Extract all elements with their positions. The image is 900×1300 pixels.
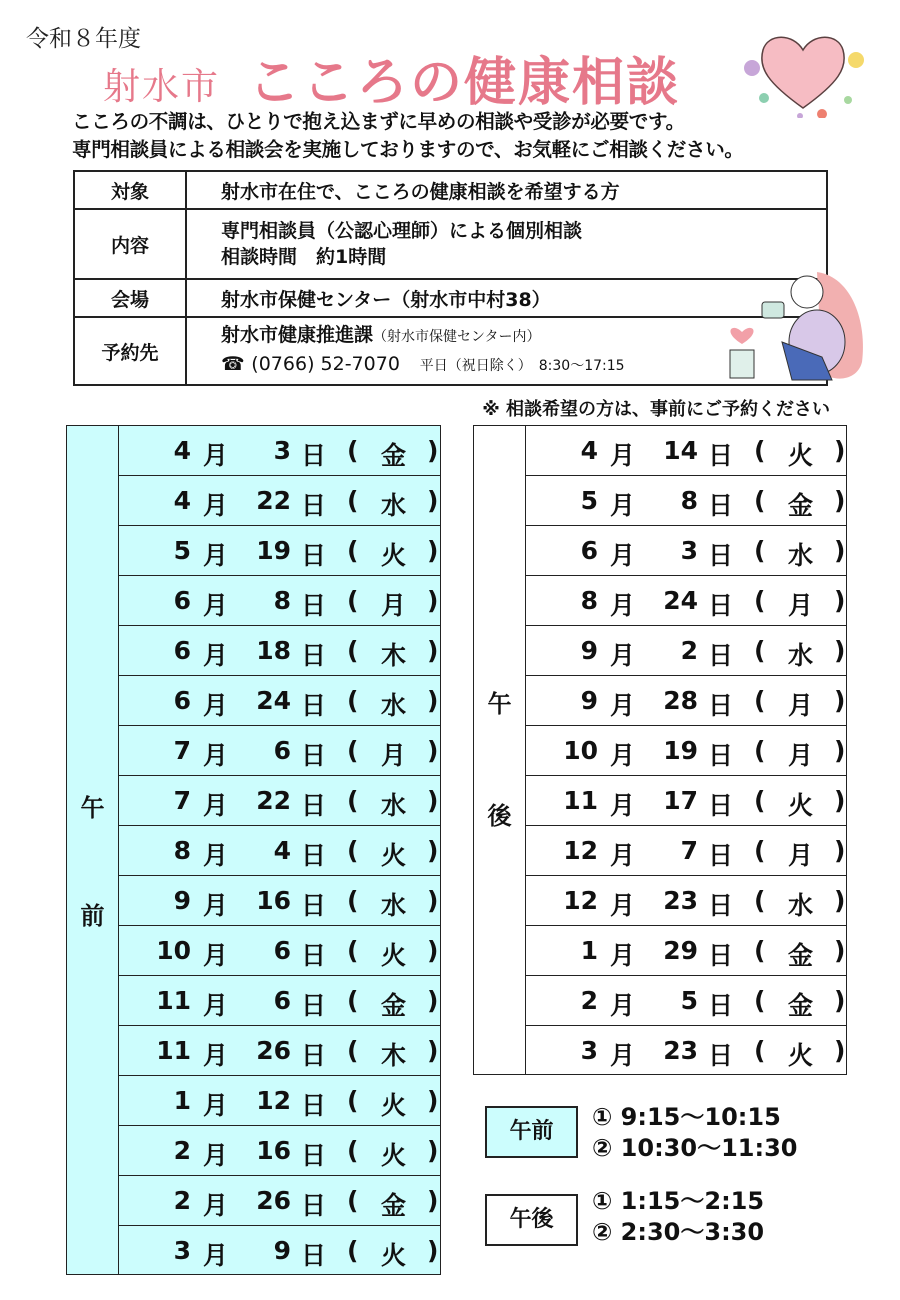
weekday: 金 xyxy=(381,441,407,470)
am-period-label: 午 前 xyxy=(67,426,119,1274)
day-unit: 日 xyxy=(301,991,327,1020)
month: 9 xyxy=(580,686,598,715)
day: 8 xyxy=(273,586,291,615)
schedule-row xyxy=(526,576,846,626)
weekday: 月 xyxy=(381,741,407,770)
close-paren: ) xyxy=(427,1136,439,1165)
schedule-row xyxy=(526,826,846,876)
close-paren: ) xyxy=(834,886,846,915)
open-paren: ( xyxy=(347,436,359,465)
city-name: 射水市 xyxy=(103,65,220,108)
schedule-row xyxy=(526,626,846,676)
schedule-row xyxy=(526,1026,846,1076)
open-paren: ( xyxy=(754,436,766,465)
close-paren: ) xyxy=(427,636,439,665)
day: 18 xyxy=(256,636,291,665)
month-unit: 月 xyxy=(203,991,229,1020)
month-unit: 月 xyxy=(203,1141,229,1170)
schedule-row xyxy=(119,1126,440,1176)
month-unit: 月 xyxy=(203,591,229,620)
close-paren: ) xyxy=(427,686,439,715)
day-unit: 日 xyxy=(708,991,734,1020)
day-unit: 日 xyxy=(301,541,327,570)
month-unit: 月 xyxy=(610,991,636,1020)
close-paren: ) xyxy=(427,1086,439,1115)
day-unit: 日 xyxy=(708,691,734,720)
day-unit: 日 xyxy=(708,491,734,520)
month: 12 xyxy=(563,886,598,915)
close-paren: ) xyxy=(427,486,439,515)
intro-text: こころの不調は、ひとりで抱え込まずに早めの相談や受診が必要です。 専門相談員による相談会を実施しておりますので、お気軽にご相談ください。 xyxy=(72,110,744,161)
month: 12 xyxy=(563,836,598,865)
schedule-row xyxy=(119,776,440,826)
weekday: 月 xyxy=(788,591,814,620)
weekday: 水 xyxy=(381,891,407,920)
month-unit: 月 xyxy=(610,791,636,820)
weekday: 火 xyxy=(381,941,407,970)
day-unit: 日 xyxy=(301,491,327,520)
close-paren: ) xyxy=(834,636,846,665)
heart-flowers-icon xyxy=(738,28,868,118)
day-unit: 日 xyxy=(301,441,327,470)
day: 4 xyxy=(273,836,291,865)
day: 12 xyxy=(256,1086,291,1115)
day: 28 xyxy=(663,686,698,715)
month-unit: 月 xyxy=(203,491,229,520)
legend-am-times: ① 9:15～10:15 ② 10:30～11:30 xyxy=(592,1103,798,1162)
schedule-row xyxy=(526,776,846,826)
weekday: 水 xyxy=(788,641,814,670)
close-paren: ) xyxy=(427,736,439,765)
day-unit: 日 xyxy=(708,741,734,770)
info-row-venue: 会場 射水市保健センター（射水市中村38） xyxy=(74,279,827,317)
month: 2 xyxy=(580,986,598,1015)
month-unit: 月 xyxy=(203,791,229,820)
month-unit: 月 xyxy=(610,1041,636,1070)
open-paren: ( xyxy=(347,486,359,515)
month: 8 xyxy=(580,586,598,615)
day-unit: 日 xyxy=(708,1041,734,1070)
month: 4 xyxy=(173,436,191,465)
month-unit: 月 xyxy=(610,891,636,920)
schedule-row xyxy=(119,876,440,926)
schedule-row xyxy=(526,926,846,976)
day: 17 xyxy=(663,786,698,815)
weekday: 火 xyxy=(788,791,814,820)
month-unit: 月 xyxy=(610,591,636,620)
day: 16 xyxy=(256,1136,291,1165)
day-unit: 日 xyxy=(301,841,327,870)
weekday: 金 xyxy=(788,991,814,1020)
month: 9 xyxy=(173,886,191,915)
day-unit: 日 xyxy=(301,791,327,820)
open-paren: ( xyxy=(347,886,359,915)
month: 5 xyxy=(580,486,598,515)
month: 10 xyxy=(563,736,598,765)
day-unit: 日 xyxy=(301,691,327,720)
month-unit: 月 xyxy=(610,491,636,520)
schedule-row xyxy=(119,926,440,976)
month: 6 xyxy=(173,686,191,715)
close-paren: ) xyxy=(834,1036,846,1065)
day: 26 xyxy=(256,1036,291,1065)
month: 6 xyxy=(173,586,191,615)
day-unit: 日 xyxy=(301,741,327,770)
month: 9 xyxy=(580,636,598,665)
weekday: 水 xyxy=(788,541,814,570)
close-paren: ) xyxy=(427,1186,439,1215)
day: 26 xyxy=(256,1186,291,1215)
close-paren: ) xyxy=(427,836,439,865)
close-paren: ) xyxy=(834,836,846,865)
open-paren: ( xyxy=(347,636,359,665)
schedule-row xyxy=(526,876,846,926)
weekday: 月 xyxy=(381,591,407,620)
schedule-row xyxy=(119,826,440,876)
close-paren: ) xyxy=(427,886,439,915)
day-unit: 日 xyxy=(708,941,734,970)
schedule-row xyxy=(119,1076,440,1126)
month: 5 xyxy=(173,536,191,565)
open-paren: ( xyxy=(347,536,359,565)
open-paren: ( xyxy=(347,1136,359,1165)
day: 2 xyxy=(680,636,698,665)
close-paren: ) xyxy=(834,686,846,715)
open-paren: ( xyxy=(754,636,766,665)
day-unit: 日 xyxy=(301,1241,327,1270)
legend-pm-label: 午後 xyxy=(485,1194,578,1246)
schedule-row xyxy=(119,526,440,576)
am-date-list xyxy=(119,426,440,1276)
schedule-row xyxy=(119,1026,440,1076)
month-unit: 月 xyxy=(610,541,636,570)
close-paren: ) xyxy=(834,936,846,965)
day: 16 xyxy=(256,886,291,915)
open-paren: ( xyxy=(754,486,766,515)
month: 2 xyxy=(173,1186,191,1215)
weekday: 月 xyxy=(788,741,814,770)
month-unit: 月 xyxy=(203,541,229,570)
schedule-row xyxy=(526,526,846,576)
month-unit: 月 xyxy=(203,1241,229,1270)
close-paren: ) xyxy=(427,1236,439,1265)
month: 11 xyxy=(563,786,598,815)
schedule-row xyxy=(526,976,846,1026)
weekday: 木 xyxy=(381,1041,407,1070)
weekday: 木 xyxy=(381,641,407,670)
month-unit: 月 xyxy=(203,1041,229,1070)
open-paren: ( xyxy=(754,886,766,915)
close-paren: ) xyxy=(834,536,846,565)
day-unit: 日 xyxy=(301,1041,327,1070)
open-paren: ( xyxy=(754,536,766,565)
open-paren: ( xyxy=(347,1036,359,1065)
month-unit: 月 xyxy=(610,941,636,970)
month-unit: 月 xyxy=(203,891,229,920)
month-unit: 月 xyxy=(203,691,229,720)
day-unit: 日 xyxy=(708,791,734,820)
day-unit: 日 xyxy=(301,891,327,920)
month: 4 xyxy=(173,486,191,515)
schedule-row xyxy=(119,976,440,1026)
legend-pm-times: ① 1:15～2:15 ② 2:30～3:30 xyxy=(592,1187,765,1246)
day-unit: 日 xyxy=(708,841,734,870)
close-paren: ) xyxy=(834,586,846,615)
month: 4 xyxy=(580,436,598,465)
page-title: こころの健康相談 xyxy=(248,53,681,113)
month-unit: 月 xyxy=(203,441,229,470)
open-paren: ( xyxy=(347,736,359,765)
weekday: 水 xyxy=(381,491,407,520)
weekday: 水 xyxy=(381,691,407,720)
month-unit: 月 xyxy=(610,691,636,720)
month: 1 xyxy=(173,1086,191,1115)
open-paren: ( xyxy=(347,986,359,1015)
month: 8 xyxy=(173,836,191,865)
open-paren: ( xyxy=(754,786,766,815)
info-row-content: 内容 専門相談員（公認心理師）による個別相談 相談時間 約1時間 xyxy=(74,209,827,279)
schedule-row xyxy=(119,576,440,626)
day: 6 xyxy=(273,986,291,1015)
open-paren: ( xyxy=(754,936,766,965)
legend-am-label: 午前 xyxy=(485,1106,578,1158)
month-unit: 月 xyxy=(610,741,636,770)
open-paren: ( xyxy=(347,936,359,965)
month-unit: 月 xyxy=(203,841,229,870)
open-paren: ( xyxy=(754,586,766,615)
close-paren: ) xyxy=(834,436,846,465)
weekday: 火 xyxy=(381,541,407,570)
weekday: 火 xyxy=(788,441,814,470)
fiscal-year: 令和８年度 xyxy=(26,26,141,52)
day-unit: 日 xyxy=(301,941,327,970)
reservation-note: ※ 相談希望の方は、事前にご予約ください xyxy=(482,399,830,420)
day-unit: 日 xyxy=(301,591,327,620)
day-unit: 日 xyxy=(708,541,734,570)
weekday: 金 xyxy=(381,1191,407,1220)
open-paren: ( xyxy=(754,986,766,1015)
day-unit: 日 xyxy=(708,891,734,920)
open-paren: ( xyxy=(347,586,359,615)
close-paren: ) xyxy=(834,986,846,1015)
schedule-row xyxy=(526,676,846,726)
month-unit: 月 xyxy=(203,641,229,670)
weekday: 金 xyxy=(788,941,814,970)
open-paren: ( xyxy=(754,736,766,765)
month: 7 xyxy=(173,736,191,765)
weekday: 金 xyxy=(381,991,407,1020)
day-unit: 日 xyxy=(708,591,734,620)
day: 19 xyxy=(256,536,291,565)
day-unit: 日 xyxy=(301,1091,327,1120)
close-paren: ) xyxy=(427,986,439,1015)
close-paren: ) xyxy=(834,736,846,765)
month: 3 xyxy=(173,1236,191,1265)
phone-icon: ☎ xyxy=(221,353,245,375)
schedule-row xyxy=(119,726,440,776)
day-unit: 日 xyxy=(301,641,327,670)
open-paren: ( xyxy=(347,1186,359,1215)
close-paren: ) xyxy=(427,436,439,465)
month: 3 xyxy=(580,1036,598,1065)
month-unit: 月 xyxy=(610,841,636,870)
weekday: 月 xyxy=(788,691,814,720)
schedule-row xyxy=(119,676,440,726)
close-paren: ) xyxy=(427,936,439,965)
open-paren: ( xyxy=(347,836,359,865)
month: 2 xyxy=(173,1136,191,1165)
close-paren: ) xyxy=(427,786,439,815)
pm-schedule-table xyxy=(473,425,847,1075)
day: 22 xyxy=(256,486,291,515)
close-paren: ) xyxy=(427,1036,439,1065)
day: 22 xyxy=(256,786,291,815)
day: 6 xyxy=(273,936,291,965)
day: 5 xyxy=(680,986,698,1015)
day-unit: 日 xyxy=(301,1141,327,1170)
month: 10 xyxy=(156,936,191,965)
close-paren: ) xyxy=(427,586,439,615)
am-schedule-table xyxy=(66,425,441,1275)
month: 11 xyxy=(156,986,191,1015)
month-unit: 月 xyxy=(610,441,636,470)
day: 14 xyxy=(663,436,698,465)
open-paren: ( xyxy=(754,1036,766,1065)
schedule-row xyxy=(526,726,846,776)
pm-period-label: 午 後 xyxy=(474,426,526,1074)
month-unit: 月 xyxy=(610,641,636,670)
pm-date-list xyxy=(526,426,846,1076)
open-paren: ( xyxy=(347,1236,359,1265)
month-unit: 月 xyxy=(203,1191,229,1220)
schedule-row xyxy=(119,476,440,526)
day: 8 xyxy=(680,486,698,515)
weekday: 水 xyxy=(381,791,407,820)
close-paren: ) xyxy=(834,486,846,515)
day: 7 xyxy=(680,836,698,865)
day: 24 xyxy=(256,686,291,715)
month-unit: 月 xyxy=(203,1091,229,1120)
open-paren: ( xyxy=(754,836,766,865)
open-paren: ( xyxy=(347,786,359,815)
month-unit: 月 xyxy=(203,941,229,970)
weekday: 火 xyxy=(381,1241,407,1270)
schedule-row xyxy=(119,1226,440,1276)
day: 6 xyxy=(273,736,291,765)
day-unit: 日 xyxy=(708,441,734,470)
weekday: 火 xyxy=(381,1141,407,1170)
day: 19 xyxy=(663,736,698,765)
month: 6 xyxy=(173,636,191,665)
schedule-row xyxy=(119,626,440,676)
weekday: 火 xyxy=(788,1041,814,1070)
info-row-target: 対象 射水市在住で、こころの健康相談を希望する方 xyxy=(74,171,827,209)
info-row-reservation: 予約先 射水市健康推進課（射水市保健センター内） ☎ (0766) 52-7070 平日（祝日除く） 8:30～17:15 xyxy=(74,317,827,385)
weekday: 火 xyxy=(381,841,407,870)
schedule-row xyxy=(119,1176,440,1226)
schedule-row xyxy=(119,426,440,476)
close-paren: ) xyxy=(427,536,439,565)
month: 6 xyxy=(580,536,598,565)
day-unit: 日 xyxy=(708,641,734,670)
close-paren: ) xyxy=(834,786,846,815)
day: 23 xyxy=(663,886,698,915)
open-paren: ( xyxy=(347,686,359,715)
open-paren: ( xyxy=(754,686,766,715)
weekday: 金 xyxy=(788,491,814,520)
month: 11 xyxy=(156,1036,191,1065)
day: 29 xyxy=(663,936,698,965)
open-paren: ( xyxy=(347,1086,359,1115)
weekday: 水 xyxy=(788,891,814,920)
schedule-row xyxy=(526,476,846,526)
month: 1 xyxy=(580,936,598,965)
phone-number[interactable]: (0766) 52-7070 xyxy=(251,353,400,375)
weekday: 月 xyxy=(788,841,814,870)
person-watering-icon xyxy=(722,262,872,387)
day: 9 xyxy=(273,1236,291,1265)
month-unit: 月 xyxy=(203,741,229,770)
day: 3 xyxy=(680,536,698,565)
info-table xyxy=(73,170,828,386)
schedule-row xyxy=(526,426,846,476)
day-unit: 日 xyxy=(301,1191,327,1220)
weekday: 火 xyxy=(381,1091,407,1120)
day: 3 xyxy=(273,436,291,465)
day: 24 xyxy=(663,586,698,615)
month: 7 xyxy=(173,786,191,815)
day: 23 xyxy=(663,1036,698,1065)
